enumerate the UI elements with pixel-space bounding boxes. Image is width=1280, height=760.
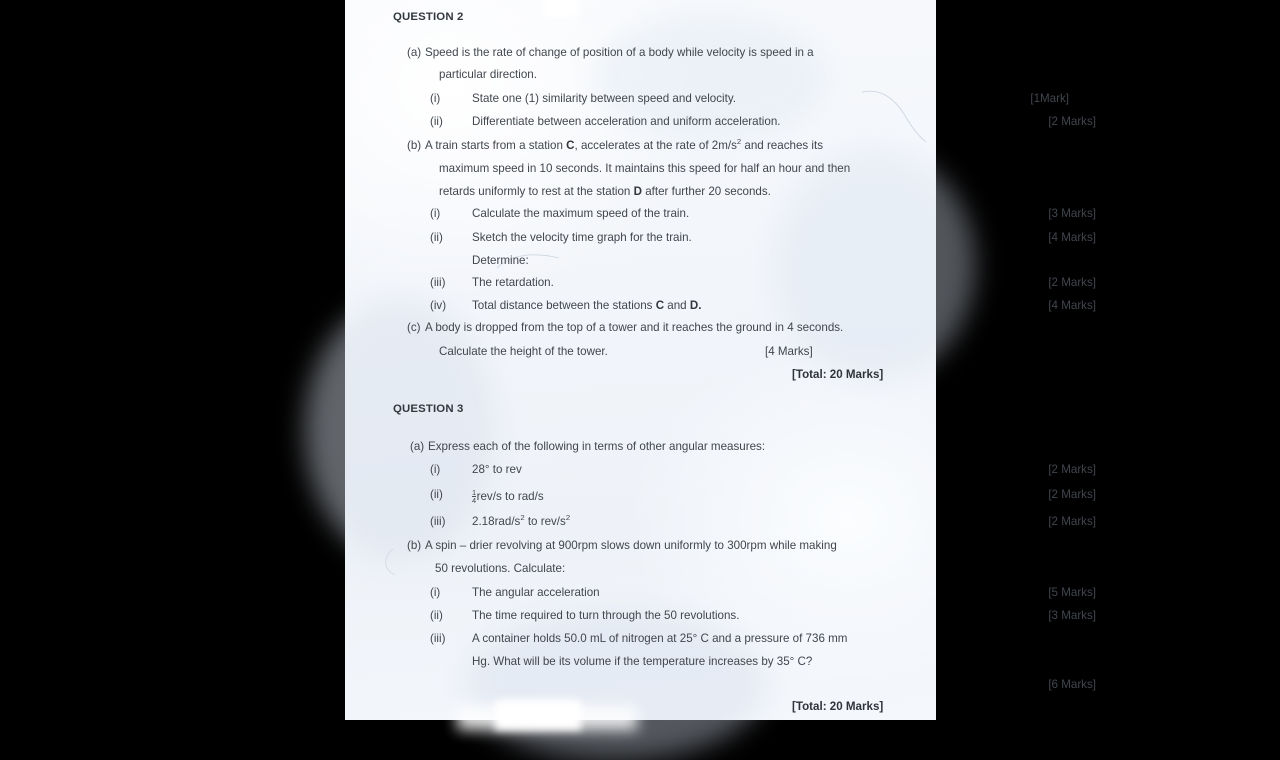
part-marker: (a) xyxy=(407,46,422,59)
item-text: The time required to turn through the 50 revolutions. xyxy=(472,609,740,622)
item-marks: [6 Marks] xyxy=(1048,678,1096,691)
part-text-line: particular direction. xyxy=(439,68,537,81)
item-text-rest: rev/s to rad/s xyxy=(476,490,544,504)
item-text-continued: Hg. What will be its volume if the temperature increases by 35° C? xyxy=(472,655,813,668)
item-numeral: (i) xyxy=(430,207,441,220)
part-text-line: maximum speed in 10 seconds. It maintains this speed for half an hour and then xyxy=(439,162,851,175)
letterbox-bar-right xyxy=(936,0,1280,720)
item-numeral: (i) xyxy=(430,586,441,599)
part-text-line: A body is dropped from the top of a tower and it reaches the ground in 4 seconds. xyxy=(425,321,844,334)
item-numeral: (iii) xyxy=(430,632,446,645)
item-text: $2.18rad/s^2$ to rev/$s^2$ xyxy=(472,513,571,528)
part-text-line: A spin – drier revolving at 900rpm slows down uniformly to 300rpm while making xyxy=(425,539,837,552)
scanned-exam-page xyxy=(345,0,1096,720)
part-text-line: A train starts from a station C, accelerates at the rate of $2m/s^2$ and reaches its xyxy=(425,137,824,152)
item-numeral: (ii) xyxy=(430,609,443,622)
item-marks: [5 Marks] xyxy=(1048,586,1096,599)
item-marks: [2 Marks] xyxy=(1048,115,1096,128)
part-text-line: 50 revolutions. Calculate: xyxy=(435,562,566,575)
part-marks: [4 Marks] xyxy=(765,345,813,358)
item-marks: [4 Marks] xyxy=(1048,299,1096,312)
item-text: Differentiate between acceleration and uniform acceleration. xyxy=(472,115,781,128)
item-text xyxy=(472,489,544,505)
letterbox-bar-left xyxy=(0,0,345,720)
item-text: Total distance between the stations C and D. xyxy=(472,299,702,312)
exam-text-body xyxy=(345,0,1096,720)
item-marks: [4 Marks] xyxy=(1048,231,1096,244)
part-text-line: Speed is the rate of change of position of a body while velocity is speed in a xyxy=(425,46,814,59)
question-2-heading: QUESTION 2 xyxy=(393,11,464,23)
question-3-total: [Total: 20 Marks] xyxy=(792,700,884,713)
part-text-line: retards uniformly to rest at the station D after further 20 seconds. xyxy=(439,185,771,198)
part-marker: (b) xyxy=(407,139,422,152)
item-text: Sketch the velocity time graph for the train. xyxy=(472,231,692,244)
part-marker: (b) xyxy=(407,539,422,552)
item-marks: [2 Marks] xyxy=(1048,276,1096,289)
item-marks: [3 Marks] xyxy=(1048,609,1096,622)
item-text: The angular acceleration xyxy=(472,586,600,599)
part-marker: (a) xyxy=(410,440,425,453)
fraction-one-quarter xyxy=(472,489,476,505)
item-text: State one (1) similarity between speed and velocity. xyxy=(472,92,737,105)
item-numeral: (iv) xyxy=(430,299,447,312)
fraction-numerator: 1 xyxy=(472,487,477,497)
item-numeral: (ii) xyxy=(430,115,443,128)
item-numeral: (i) xyxy=(430,463,441,476)
item-marks: [2 Marks] xyxy=(1048,488,1096,501)
item-text: Determine: xyxy=(472,254,529,267)
item-numeral: (ii) xyxy=(430,231,443,244)
item-numeral: (iii) xyxy=(430,276,446,289)
item-numeral: (ii) xyxy=(430,488,443,501)
question-3-heading: QUESTION 3 xyxy=(393,403,464,415)
fraction-denominator: 4 xyxy=(472,496,477,506)
item-text: The retardation. xyxy=(472,276,554,289)
item-marks: [2 Marks] xyxy=(1048,463,1096,476)
part-text-line: Calculate the height of the tower. xyxy=(439,345,608,358)
item-marks: [1Mark] xyxy=(1030,92,1069,105)
item-text: Calculate the maximum speed of the train. xyxy=(472,207,690,220)
item-marks: [3 Marks] xyxy=(1048,207,1096,220)
item-text: A container holds 50.0 mL of nitrogen at 25° C and a pressure of 736 mm xyxy=(472,632,848,645)
item-text: 28° to rev xyxy=(472,463,522,476)
item-numeral: (iii) xyxy=(430,515,446,528)
part-marker: (c) xyxy=(407,321,421,334)
part-text-line: Express each of the following in terms of other angular measures: xyxy=(428,440,766,453)
item-numeral: (i) xyxy=(430,92,441,105)
question-2-total: [Total: 20 Marks] xyxy=(792,368,884,381)
item-marks: [2 Marks] xyxy=(1048,515,1096,528)
